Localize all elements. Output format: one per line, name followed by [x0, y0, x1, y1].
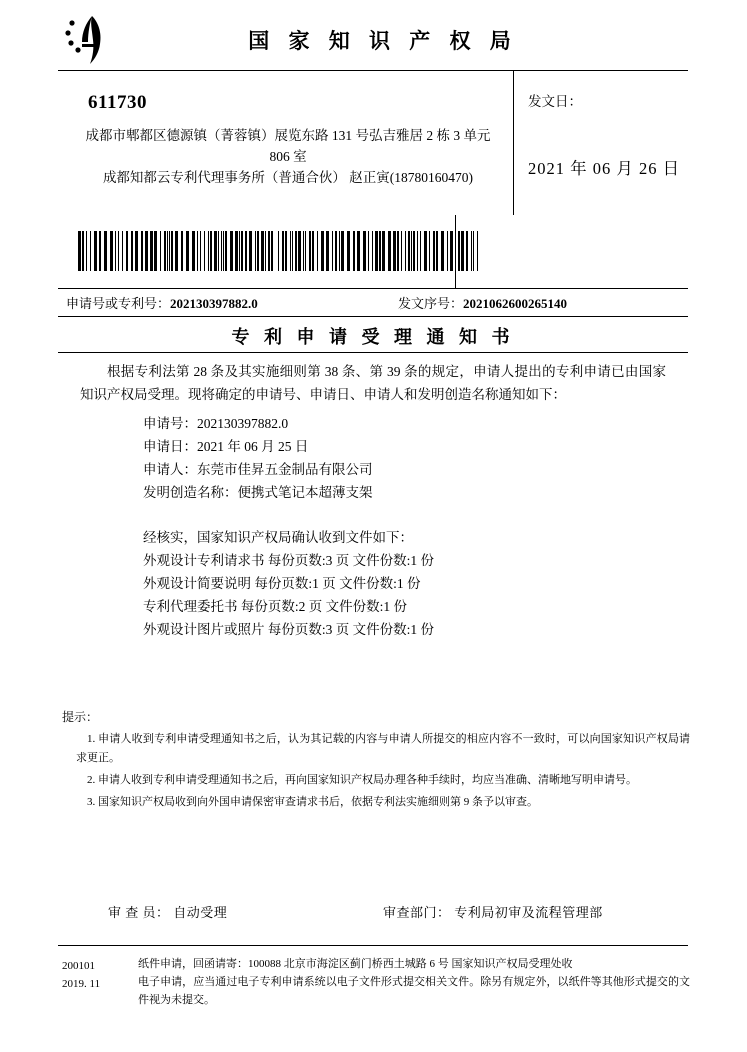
- cnipa-emblem-icon: [62, 14, 118, 66]
- department-value: 专利局初审及流程管理部: [454, 905, 603, 920]
- zipcode: 611730: [88, 92, 147, 113]
- list-item: 1. 申请人收到专利申请受理通知书之后，认为其记载的内容与申请人所提交的相应内容不一致时，可以向国家知识产权局请求更正。: [76, 733, 690, 764]
- addressee-lines: [68, 125, 508, 188]
- tips-heading: 提示：: [62, 710, 99, 724]
- addressee-block: [58, 70, 688, 215]
- application-number-barcode: [78, 231, 273, 271]
- received-documents-list: [143, 549, 688, 641]
- list-item: 外观设计简要说明 每份页数:1 页 文件份数:1 份: [143, 576, 421, 591]
- examiner-value: 自动受理: [173, 905, 228, 920]
- field-invention-title: 发明创造名称：便携式笔记本超薄支架: [143, 485, 373, 500]
- received-documents-title: 经核实，国家知识产权局确认收到文件如下：: [143, 530, 413, 545]
- field-application-number: 申请号：202130397882.0: [143, 416, 289, 431]
- footer-divider: [58, 945, 688, 946]
- dispatch-number-label: 发文序号：: [398, 296, 464, 311]
- footer-code-1: 200101: [62, 960, 95, 972]
- footer-text: [138, 955, 690, 1009]
- footer-line-2: 电子申请，应当通过电子专利申请系统以电子文件形式提交相关文件。除另有规定外，以纸件等其他形式提交的文件视为未提交。: [138, 976, 690, 1006]
- examiner-field: [108, 902, 227, 921]
- application-number-value: 202130397882.0: [170, 296, 258, 311]
- title-divider: [58, 352, 688, 353]
- dispatch-number-barcode: [278, 231, 478, 271]
- notice-body: [58, 356, 688, 641]
- document-header: [58, 10, 688, 71]
- application-fields: [143, 412, 688, 504]
- department-field: [383, 902, 603, 921]
- notice-title: 专 利 申 请 受 理 通 知 书: [231, 327, 515, 347]
- list-item: 3. 国家知识产权局收到向外国申请保密审查请求书后，依据专利法实施细则第 9 条予以审查。: [87, 796, 538, 808]
- numbers-row: [58, 288, 688, 317]
- application-number-label: 申请号或专利号：: [66, 296, 171, 311]
- barcode-row: [58, 215, 688, 289]
- list-item: 专利代理委托书 每份页数:2 页 文件份数:1 份: [143, 599, 408, 614]
- department-label: 审查部门：: [383, 905, 451, 920]
- footer-codes: [62, 957, 132, 993]
- tips-section: [58, 708, 690, 815]
- issue-date-value: 2021 年 06 月 26 日: [528, 159, 681, 178]
- tips-list: [58, 730, 690, 812]
- footer-code-2: 2019. 11: [62, 978, 101, 990]
- list-item: 外观设计专利请求书 每份页数:3 页 文件份数:1 份: [143, 553, 435, 568]
- issue-date-label: 发文日：: [528, 94, 582, 109]
- examiner-label: 审 查 员：: [108, 905, 170, 920]
- address-line-3: 成都知都云专利代理事务所（普通合伙） 赵正寅(18780160470): [102, 170, 474, 185]
- list-item: 外观设计图片或照片 每份页数:3 页 文件份数:1 份: [143, 622, 435, 637]
- footer-line-1: 纸件申请，回函请寄：100088 北京市海淀区蓟门桥西土城路 6 号 国家知识产权局受理处收: [138, 958, 573, 970]
- dispatch-number-field: [398, 293, 567, 312]
- address-line-1: 成都市郫都区德源镇（菁蓉镇）展览东路 131 号弘吉雅居 2 栋 3 单元: [85, 128, 491, 143]
- application-number-field: [66, 293, 258, 312]
- field-application-date: 申请日：2021 年 06 月 25 日: [143, 439, 309, 454]
- document-footer: [58, 955, 690, 1009]
- vertical-divider: [513, 70, 514, 215]
- body-paragraph: 根据专利法第 28 条及其实施细则第 38 条、第 39 条的规定，申请人提出的专利申请已由国家知识产权局受理。现将确定的申请号、申请日、申请人和发明创造名称通知如下：: [80, 364, 666, 402]
- dispatch-number-value: 2021062600265140: [463, 296, 568, 311]
- page-title: 国 家 知 识 产 权 局: [248, 29, 518, 53]
- field-applicant: 申请人：东莞市佳昇五金制品有限公司: [143, 462, 373, 477]
- list-item: 2. 申请人收到专利申请受理通知书之后，再向国家知识产权局办理各种手续时，均应当准确、清晰地写明申请号。: [87, 774, 637, 786]
- address-line-2: 806 室: [269, 149, 307, 164]
